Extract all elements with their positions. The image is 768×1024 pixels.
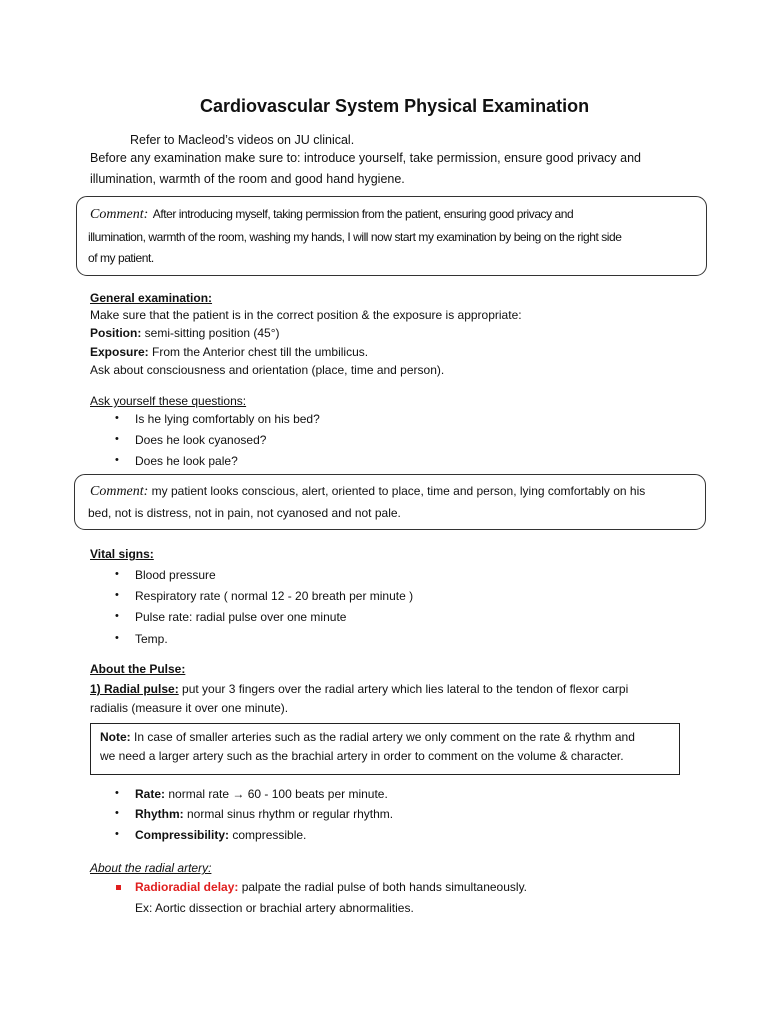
intro-line-2: Before any examination make sure to: introduce yourself, take permission, ensure good privacy and xyxy=(90,151,641,165)
exposure-label: Exposure: xyxy=(90,345,149,359)
comment-1-line-2: illumination, warmth of the room, washing my hands, I will now start my examination by being on the right side xyxy=(88,230,622,244)
rate-label: Rate: xyxy=(135,787,166,801)
compressibility-item xyxy=(135,828,306,842)
comment-2-text-1: my patient looks conscious, alert, oriented to place, time and person, lying comfortably on his xyxy=(148,484,646,498)
bullet: • xyxy=(115,433,119,445)
artery-heading: About the radial artery: xyxy=(90,861,212,875)
bullet: • xyxy=(115,807,119,819)
radioradial-item xyxy=(135,880,527,894)
vitals-heading: Vital signs: xyxy=(90,547,154,561)
bullet: • xyxy=(115,787,119,799)
vital-item: Respiratory rate ( normal 12 - 20 breath per minute ) xyxy=(135,589,414,603)
question-item: Does he look cyanosed? xyxy=(135,433,267,447)
exposure-line xyxy=(90,345,368,359)
radial-pulse-line-2: radialis (measure it over one minute). xyxy=(90,701,289,715)
note-line-2: we need a larger artery such as the brachial artery in order to comment on the volume & character. xyxy=(100,749,624,763)
compressibility-text: compressible. xyxy=(229,828,307,842)
artery-example: Ex: Aortic dissection or brachial artery abnormalities. xyxy=(135,901,414,915)
vital-item: Blood pressure xyxy=(135,568,216,582)
comment-1-text-1: After introducing myself, taking permission from the patient, ensuring good privacy and xyxy=(152,207,574,221)
general-line-1: Make sure that the patient is in the correct position & the exposure is appropriate: xyxy=(90,308,522,322)
comment-2-label: Comment: xyxy=(90,484,149,499)
rate-item xyxy=(135,787,388,801)
page-title: Cardiovascular System Physical Examination xyxy=(200,96,590,116)
general-line-4: Ask about consciousness and orientation (place, time and person). xyxy=(90,363,445,377)
comment-1-line-3: of my patient. xyxy=(88,251,154,265)
exposure-text: From the Anterior chest till the umbilicus. xyxy=(148,345,369,359)
position-line xyxy=(90,326,280,340)
radial-pulse-text: put your 3 fingers over the radial artery which lies lateral to the tendon of flexor carpi xyxy=(178,682,629,696)
bullet: • xyxy=(115,568,119,580)
note-label: Note: xyxy=(100,730,131,744)
rhythm-label: Rhythm: xyxy=(135,807,184,821)
bullet: • xyxy=(115,828,119,840)
bullet: • xyxy=(115,632,119,644)
intro-line-1: Refer to Macleod’s videos on JU clinical. xyxy=(130,133,355,147)
question-item: Does he look pale? xyxy=(135,454,238,468)
vital-item: Temp. xyxy=(135,632,168,646)
position-label: Position: xyxy=(90,326,142,340)
question-item: Is he lying comfortably on his bed? xyxy=(135,412,320,426)
radioradial-text: palpate the radial pulse of both hands simultaneously. xyxy=(238,880,528,894)
bullet: • xyxy=(115,589,119,601)
note-text-1: In case of smaller arteries such as the radial artery we only comment on the rate & rhythm and xyxy=(130,730,635,744)
pulse-heading: About the Pulse: xyxy=(90,662,186,676)
rhythm-item xyxy=(135,807,393,821)
radioradial-label: Radioradial delay: xyxy=(135,880,239,894)
square-bullet-icon xyxy=(116,885,121,890)
position-text: semi-sitting position (45°) xyxy=(141,326,280,340)
bullet: • xyxy=(115,610,119,622)
radial-pulse-label: 1) Radial pulse: xyxy=(90,682,179,696)
note-line-1 xyxy=(100,730,635,744)
comment-2-line-1 xyxy=(90,482,645,500)
comment-1-label: Comment: xyxy=(90,207,149,222)
questions-heading: Ask yourself these questions: xyxy=(90,394,247,408)
comment-1-line-1 xyxy=(90,205,573,223)
vital-item: Pulse rate: radial pulse over one minute xyxy=(135,610,347,624)
bullet: • xyxy=(115,454,119,466)
intro-line-3: illumination, warmth of the room and good hand hygiene. xyxy=(90,172,405,186)
general-heading: General examination: xyxy=(90,291,213,305)
comment-2-line-2: bed, not is distress, not in pain, not cyanosed and not pale. xyxy=(88,506,401,520)
bullet: • xyxy=(115,412,119,424)
rate-text: normal rate → 60 - 100 beats per minute. xyxy=(165,787,388,801)
compressibility-label: Compressibility: xyxy=(135,828,230,842)
radial-pulse-line xyxy=(90,682,628,696)
rhythm-text: normal sinus rhythm or regular rhythm. xyxy=(183,807,394,821)
